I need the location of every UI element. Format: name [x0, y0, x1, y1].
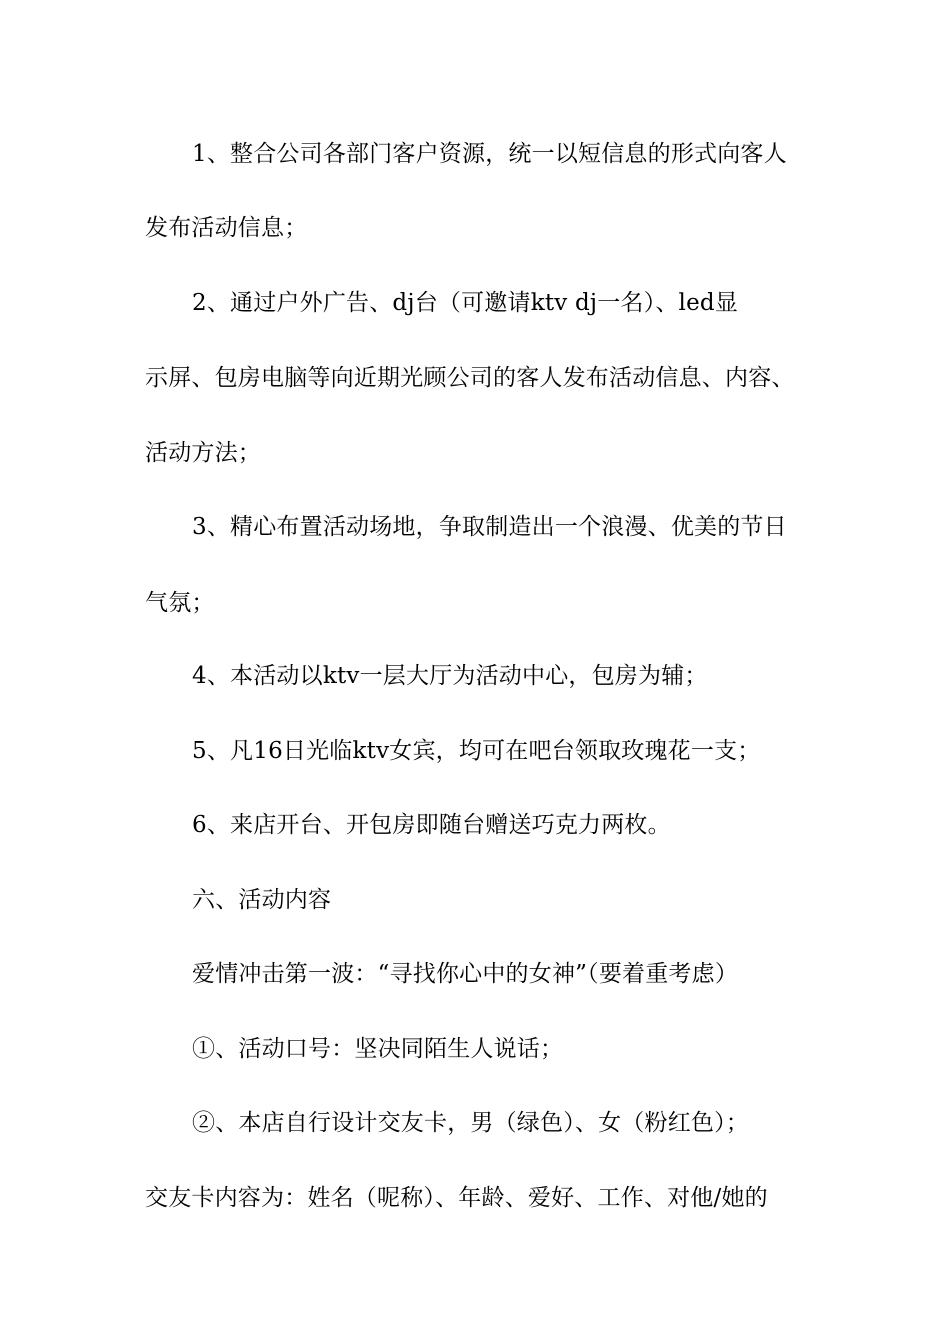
paragraph-line: 3、精心布置活动场地，争取制造出一个浪漫、优美的节日: [192, 514, 787, 540]
paragraph-line: 4、本活动以ktv一层大厅为活动中心，包房为辅；: [192, 663, 708, 689]
paragraph-line: 5、凡16日光临ktv女宾，均可在吧台领取玫瑰花一支；: [192, 738, 761, 764]
paragraph-line: ①、活动口号：坚决同陌生人说话；: [192, 1036, 564, 1062]
paragraph-line: 气氛；: [145, 590, 215, 616]
paragraph-line: 6、来店开台、开包房即随台赠送巧克力两枚。: [192, 812, 671, 838]
paragraph-line: 示屏、包房电脑等向近期光顾公司的客人发布活动信息、内容、: [145, 365, 795, 391]
paragraph-line: 1、整合公司各部门客户资源，统一以短信息的形式向客人: [192, 141, 787, 167]
paragraph-line: ②、本店自行设计交友卡，男（绿色）、女（粉红色）；: [192, 1110, 749, 1136]
paragraph-line: 交友卡内容为：姓名（呢称）、年龄、爱好、工作、对他/她的: [145, 1185, 768, 1211]
paragraph-line: 发布活动信息；: [145, 215, 308, 241]
paragraph-line: 爱情冲击第一波：“寻找你心中的女神”（要着重考虑）: [192, 961, 739, 987]
paragraph-line: 活动方法；: [145, 440, 261, 466]
section-heading: 六、活动内容: [192, 887, 332, 913]
paragraph-line: 2、通过户外广告、dj台（可邀请ktv dj一名）、led显: [192, 290, 739, 316]
